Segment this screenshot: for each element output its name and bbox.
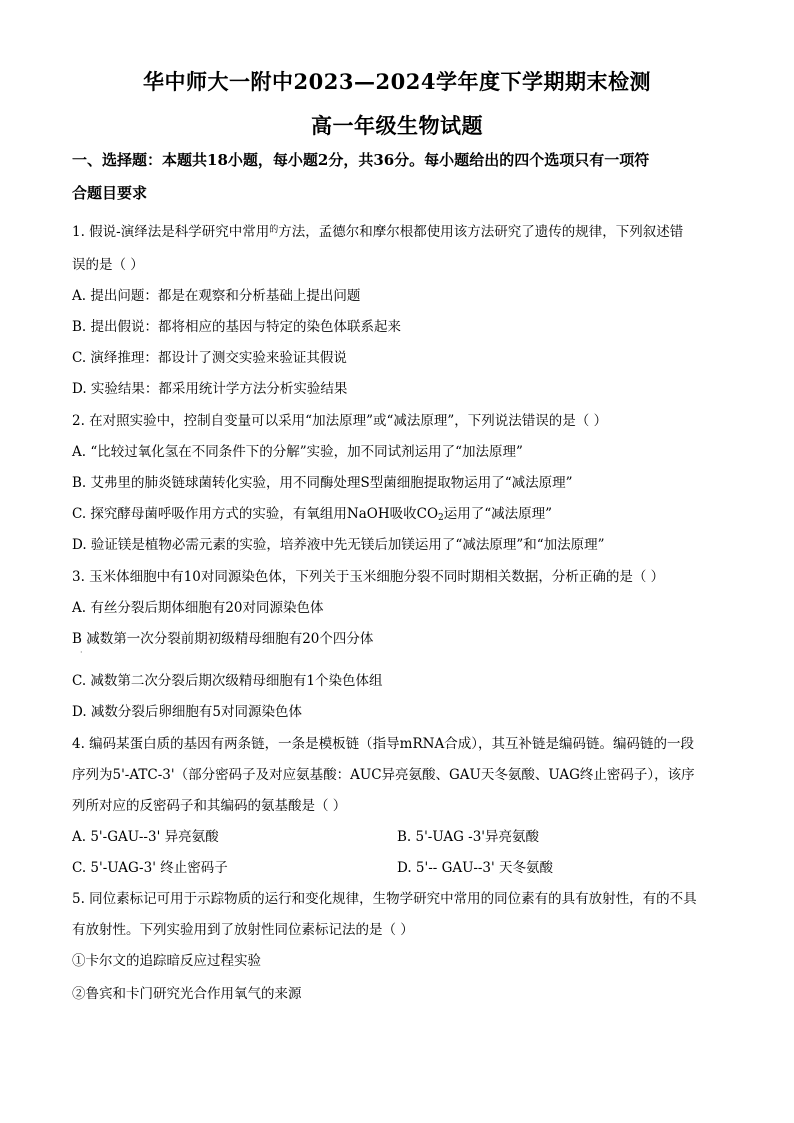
question-3-stem: 3. 玉米体细胞中有10对同源染色体，下列关于玉米细胞分裂不同时期相关数据，分析正确的是（ ） — [72, 569, 665, 585]
exam-subtitle: 高一年级生物试题 — [311, 113, 483, 138]
question-5-stem-cont: 有放射性。下列实验用到了放射性同位素标记法的是（ ） — [72, 922, 414, 938]
question-4-stem-cont-2: 列所对应的反密码子和其编码的氨基酸是（ ） — [72, 798, 347, 814]
question-5-item-1: ①卡尔文的追踪暗反应过程实验 — [72, 953, 261, 969]
question-4-stem: 4. 编码某蛋白质的基因有两条链，一条是模板链（指导mRNA合成），其互补链是编码链。编码链的一段 — [72, 736, 694, 752]
stray-mark: · — [80, 648, 83, 657]
question-5-item-2: ②鲁宾和卡门研究光合作用氧气的来源 — [72, 986, 302, 1002]
question-3-option-c: C. 减数第二次分裂后期次级精母细胞有1个染色体组 — [72, 673, 383, 689]
question-5-stem: 5. 同位素标记可用于示踪物质的运行和变化规律，生物学研究中常用的同位素有的具有放射性，有的不具 — [72, 891, 697, 907]
question-4-option-b: B. 5'-UAG -3'异亮氨酸 — [397, 829, 540, 845]
question-1-option-a: A. 提出问题：都是在观察和分析基础上提出问题 — [72, 288, 361, 304]
question-2-stem: 2. 在对照实验中，控制自变量可以采用“加法原理”或“减法原理”，下列说法错误的是（ ） — [72, 413, 608, 429]
question-2-option-b: B. 艾弗里的肺炎链球菌转化实验，用不同酶处理S型菌细胞提取物运用了“减法原理” — [72, 475, 573, 491]
question-4-stem-cont: 序列为5'-ATC-3'（部分密码子及对应氨基酸：AUC异亮氨酸、GAU天冬氨酸、UAG终止密码子），该序 — [72, 767, 695, 783]
question-2-option-c: C. 探究酵母菌呼吸作用方式的实验，有氧组用NaOH吸收$CO_2$运用了“减法原理” — [72, 506, 553, 523]
question-2-option-a: A. “比较过氧化氢在不同条件下的分解”实验，加不同试剂运用了“加法原理” — [72, 444, 523, 460]
exam-title: 华中师大一附中2023—2024学年度下学期期末检测 — [143, 69, 651, 94]
question-3-option-a: A. 有丝分裂后期体细胞有20对同源染色体 — [72, 600, 324, 616]
question-1-option-b: B. 提出假说：都将相应的基因与特定的染色体联系起来 — [72, 319, 402, 335]
question-4-option-a: A. 5'-GAU--3' 异亮氨酸 — [72, 829, 219, 845]
question-1-option-c: C. 演绎推理：都设计了测交实验来验证其假说 — [72, 350, 347, 366]
question-4-option-d: D. 5'-- GAU--3' 天冬氨酸 — [397, 860, 554, 876]
question-3-option-b: B 减数第一次分裂前期初级精母细胞有20个四分体 — [72, 631, 374, 647]
question-1-stem-cont: 误的是（ ） — [72, 257, 144, 273]
question-1-option-d: D. 实验结果：都采用统计学方法分析实验结果 — [72, 381, 348, 397]
question-4-option-c: C. 5'-UAG-3' 终止密码子 — [72, 860, 228, 876]
section-heading-cont: 合题目要求 — [72, 184, 148, 202]
section-heading: 一、选择题：本题共18小题，每小题2分，共36分。每小题给出的四个选项只有一项符 — [72, 151, 650, 169]
question-3-option-d: D. 减数分裂后卵细胞有5对同源染色体 — [72, 704, 303, 720]
question-1-stem: 1. 假说-演绎法是科学研究中常用$^的$方法，孟德尔和摩尔根都使用该方法研究了遗传的规律，下列叙述错 — [72, 224, 684, 240]
question-2-option-d: D. 验证镁是植物必需元素的实验，培养液中先无镁后加镁运用了“减法原理”和“加法原理” — [72, 537, 605, 553]
